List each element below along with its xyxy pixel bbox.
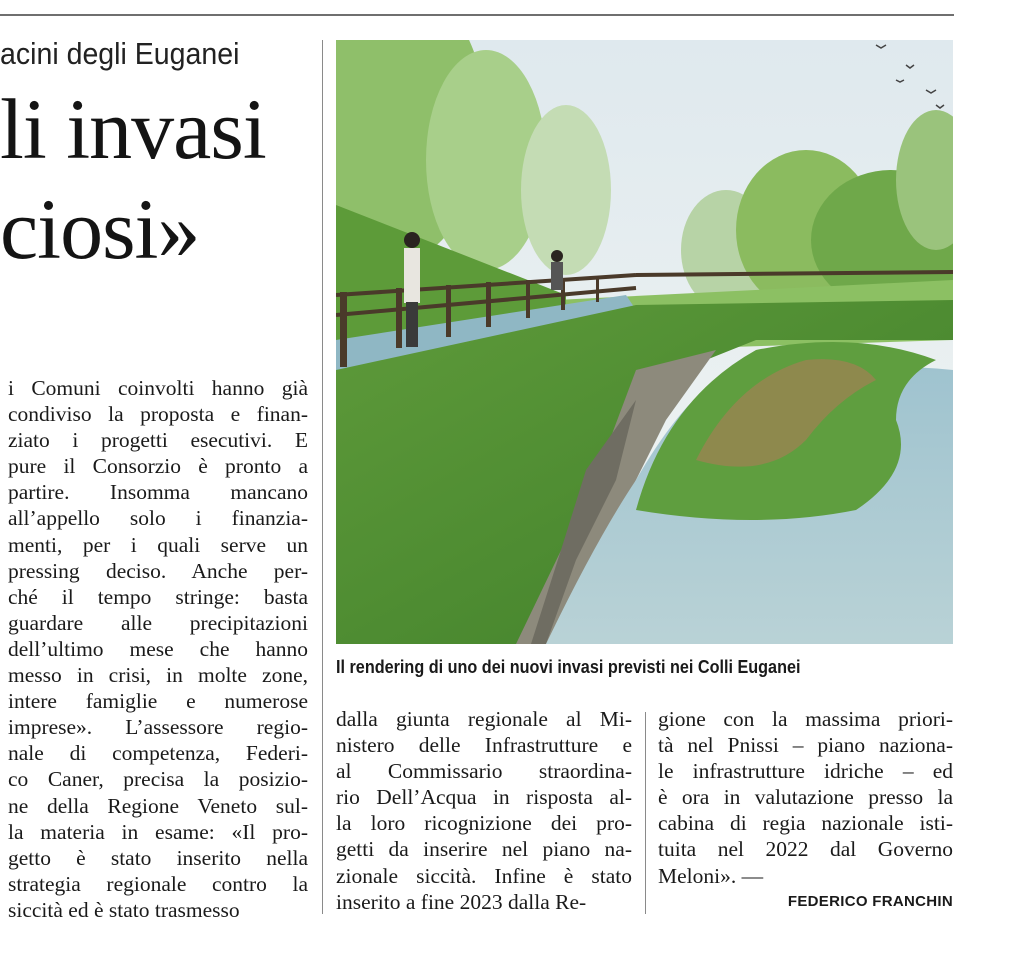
text-line: co Caner, precisa la posizio- <box>8 767 308 792</box>
text-line: partire. Insomma mancano <box>8 480 308 505</box>
text-line: zionale siccità. Infine è stato <box>336 863 632 888</box>
text-line: rio Dell’Acqua in risposta al- <box>336 785 632 810</box>
text-line: la loro ricognizione dei pro- <box>336 811 632 836</box>
text-line: all’appello solo i finanzia- <box>8 506 308 531</box>
author-byline: FEDERICO FRANCHIN <box>787 893 953 910</box>
text-line: tà nel Pnissi – piano naziona- <box>658 733 953 758</box>
text-line: cabina di regia nazionale isti- <box>658 811 953 836</box>
text-line: messo in crisi, in molte zone, <box>8 663 308 688</box>
text-line: strategia regionale contro la <box>8 871 308 896</box>
text-line: guardare alle precipitazioni <box>8 610 308 635</box>
text-line: nale di competenza, Federi- <box>8 741 308 766</box>
text-line: condiviso la proposta e finan- <box>8 402 308 427</box>
text-line: siccità ed è stato trasmesso <box>8 897 240 922</box>
text-line: nistero delle Infrastrutture e <box>336 733 632 758</box>
text-line: inserito a fine 2023 dalla Re- <box>336 889 587 914</box>
text-line: i Comuni coinvolti hanno già <box>8 376 308 400</box>
article-column-3 <box>658 706 953 889</box>
headline-line-2: ciosi» <box>0 181 200 277</box>
text-line: ziato i progetti esecutivi. E <box>8 428 308 453</box>
photo-caption: Il rendering di uno dei nuovi invasi previsti nei Colli Euganei <box>336 657 801 677</box>
text-line: le infrastrutture idriche – ed <box>658 759 953 784</box>
text-line: al Commissario straordina- <box>336 759 632 784</box>
text-line: intere famiglie e numerose <box>8 689 308 714</box>
top-rule <box>0 14 954 16</box>
text-line: pressing deciso. Anche per- <box>8 558 308 583</box>
headline-line-1: li invasi <box>0 81 266 177</box>
kicker: acini degli Euganei <box>0 36 240 71</box>
text-line: menti, per i quali serve un <box>8 532 308 557</box>
text-line: pure il Consorzio è pronto a <box>8 454 308 479</box>
text-line: ne della Regione Veneto sul- <box>8 793 308 818</box>
text-line: getti da inserire nel piano na- <box>336 837 632 862</box>
text-line: ché il tempo stringe: basta <box>8 584 308 609</box>
text-line: Meloni». — <box>658 863 764 888</box>
text-line: gione con la massima priori- <box>658 707 953 731</box>
text-line: tuita nel 2022 dal Governo <box>658 837 953 862</box>
text-line: la materia in esame: «Il pro- <box>8 819 308 844</box>
article-column-1 <box>8 375 308 923</box>
article-column-2 <box>336 706 632 915</box>
column-rule-1 <box>322 40 323 914</box>
text-line: è ora in valutazione presso la <box>658 785 953 810</box>
text-line: dell’ultimo mese che hanno <box>8 636 308 661</box>
text-line: dalla giunta regionale al Mi- <box>336 707 632 731</box>
column-rule-2 <box>645 712 646 914</box>
text-line: imprese». L’assessore regio- <box>8 715 308 740</box>
text-line: getto è stato inserito nella <box>8 845 308 870</box>
rendering-photo <box>336 40 953 644</box>
